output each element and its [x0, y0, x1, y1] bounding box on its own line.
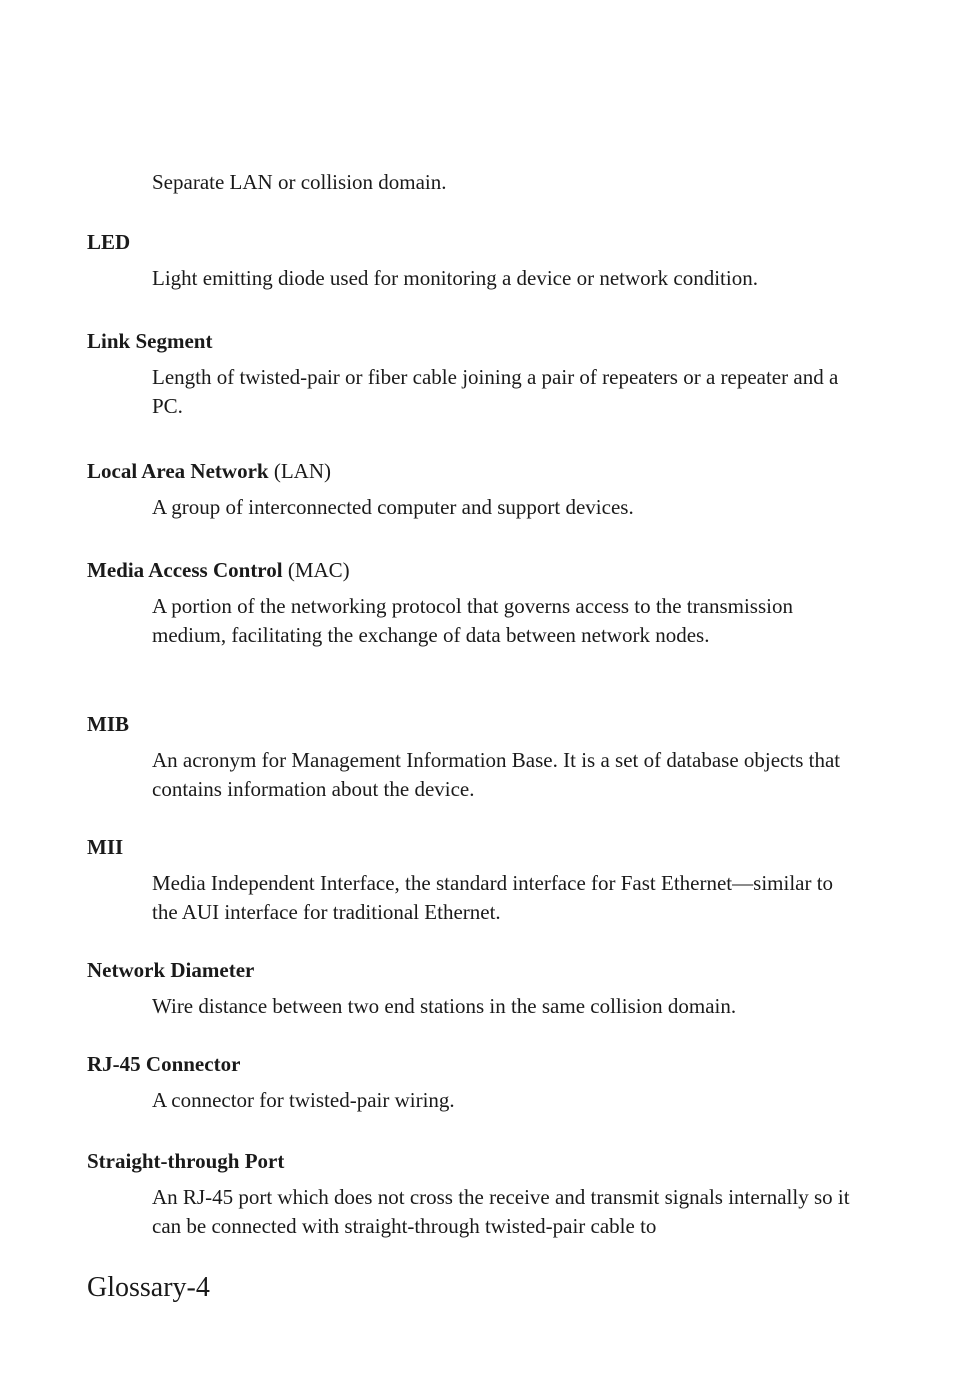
glossary-term: LED	[87, 230, 131, 254]
glossary-term: MIB	[87, 712, 129, 736]
glossary-entry	[87, 457, 867, 522]
glossary-term: Local Area Network (LAN)	[87, 459, 331, 483]
glossary-definition: An RJ-45 port which does not cross the receive and transmit signals internally so it can be connected with straight-through twisted-pair cable to	[152, 1185, 850, 1238]
glossary-entry	[87, 1147, 867, 1241]
glossary-definition: Length of twisted-pair or fiber cable joining a pair of repeaters or a repeater and a PC.	[152, 365, 839, 418]
glossary-term: Straight-through Port	[87, 1149, 285, 1173]
glossary-term: RJ-45 Connector	[87, 1052, 241, 1076]
glossary-definition: An acronym for Management Information Base. It is a set of database objects that contains information about the device.	[152, 748, 841, 801]
glossary-definition: A connector for twisted-pair wiring.	[152, 1088, 455, 1112]
glossary-entry	[87, 710, 867, 804]
glossary-entry	[87, 1050, 867, 1115]
continued-definition: Separate LAN or collision domain.	[152, 170, 447, 194]
page-footer: Glossary-4	[87, 1272, 210, 1303]
glossary-definition: A group of interconnected computer and support devices.	[152, 495, 634, 519]
glossary-definition: Wire distance between two end stations in the same collision domain.	[152, 994, 737, 1018]
glossary-entry	[87, 327, 867, 421]
glossary-definition: Light emitting diode used for monitoring a device or network condition.	[152, 266, 758, 290]
glossary-term: Network Diameter	[87, 958, 255, 982]
glossary-definition: Media Independent Interface, the standard interface for Fast Ethernet—similar to the AUI interface for traditional Ethernet.	[152, 871, 834, 924]
glossary-definition: A portion of the networking protocol that governs access to the transmission medium, facilitating the exchange of data between network nodes.	[152, 594, 793, 647]
glossary-entry	[87, 228, 867, 293]
glossary-term: MII	[87, 835, 124, 859]
glossary-entry	[87, 833, 867, 927]
glossary-term: Media Access Control (MAC)	[87, 558, 350, 582]
glossary-entry	[87, 956, 867, 1021]
glossary-term: Link Segment	[87, 329, 213, 353]
glossary-entry	[87, 556, 867, 650]
